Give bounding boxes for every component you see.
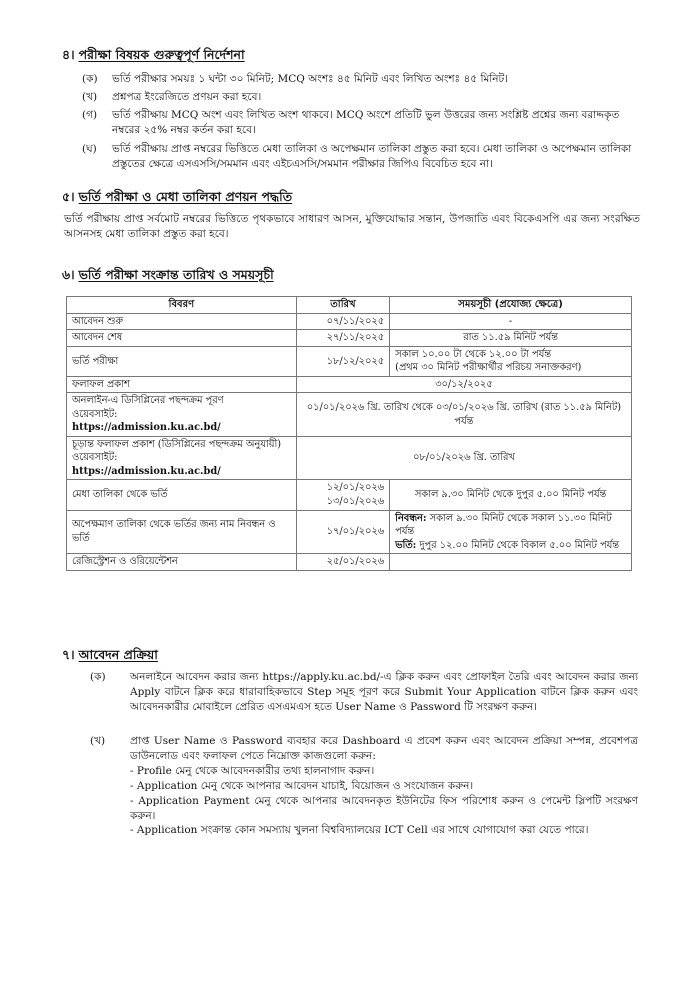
item-text: প্রশ্নপত্র ইংরেজিতে প্রণয়ন করা হবে। xyxy=(112,91,262,103)
registration-time xyxy=(395,512,626,539)
cell-description: রেজিস্ট্রেশন ও ওরিয়েন্টেশন xyxy=(67,554,297,571)
sec4-item-ka xyxy=(82,72,642,87)
sec4-item-gha xyxy=(82,142,642,172)
cell-description: আবেদন শুরু xyxy=(67,313,297,330)
cell-date: ২৭/১১/২০২৫ xyxy=(296,330,389,347)
time-line: সকাল ১০.০০ টা থেকে ১২.০০ টা পর্যন্ত xyxy=(395,348,551,360)
list-item: - Application মেনু থেকে আপনার আবেদন যাচাই, বিয়োজন ও সংযোজন করুন। xyxy=(130,779,474,792)
admission-time xyxy=(395,539,626,553)
cell-time: সকাল ৯.৩০ মিনিট থেকে দুপুর ৫.০০ মিনিট পর্যন্ত xyxy=(390,480,632,510)
sec5-paragraph: ভর্তি পরীক্ষায় প্রাপ্ত সর্বমোট নম্বরের ভিত্তিতে পৃথকভাবে সাধারণ আসন, মুক্তিযোদ্ধার সন্তান, উপজাতি এবং বিকেএসপি এর জন্য সংরক্ষিত আসনসহ মেধা তালিকা প্রস্তুত করা হবে। xyxy=(64,213,640,240)
item-label: (খ) xyxy=(90,735,106,747)
col-header-description: বিবরণ xyxy=(67,297,297,314)
cell-description xyxy=(67,393,297,437)
cell-time xyxy=(390,554,632,571)
table-row xyxy=(67,554,632,571)
section-title: পরীক্ষা বিষয়ক গুরুত্বপূর্ণ নির্দেশনা xyxy=(78,47,245,62)
list-item: - Application Payment মেনু থেকে আপনার আবেদনকৃত ইউনিটের ফিস পরিশোধ করুন ও পেমেন্ট স্লিপটি সংরক্ষণ করুন। xyxy=(130,794,638,822)
cell-description: ফলাফল প্রকাশ xyxy=(67,376,297,393)
section-title: আবেদন প্রক্রিয়া xyxy=(78,647,158,662)
section-7-heading xyxy=(62,646,158,664)
section-number: ৬। xyxy=(62,267,75,282)
cell-merged-schedule: ০৮/০১/২০২৬ খ্রি. তারিখ xyxy=(296,436,631,480)
admission-value: দুপুর ১২.০০ মিনিট থেকে বিকাল ৫.০০ মিনিট পর্যন্ত xyxy=(419,539,619,551)
cell-description: মেধা তালিকা থেকে ভর্তি xyxy=(67,480,297,510)
sec7-item-ka xyxy=(90,670,638,715)
registration-label: নিবন্ধন: xyxy=(395,512,427,524)
cell-description xyxy=(67,436,297,480)
description-text: চূড়ান্ত ফলাফল প্রকাশ (ডিসিপ্লিনের পছন্দক্রম অনুযায়ী) xyxy=(72,438,282,450)
table-row xyxy=(67,510,632,554)
cell-merged-schedule: ০১/০১/২০২৬ খ্রি. তারিখ থেকে ০৩/০১/২০২৬ খ্রি. তারিখ (রাত ১১.৫৯ মিনিট) পর্যন্ত xyxy=(296,393,631,437)
item-intro: প্রাপ্ত User Name ও Password ব্যবহার করে Dashboard এ প্রবেশ করুন এবং আবেদন প্রক্রিয়া সম্পন্ন, প্রবেশপত্র ডাউনলোড এবং ফলাফল পেতে নিম্নোক্ত কাজগুলো করুন: xyxy=(130,735,638,762)
time-note: (প্রথম ৩০ মিনিট পরীক্ষার্থীর পরিচয় সনাক্তকরণ) xyxy=(395,362,582,374)
item-label: (গ) xyxy=(82,109,98,121)
item-text: অনলাইনে আবেদন করার জন্য https://apply.ku.ac.bd/-এ ক্লিক করুন এবং প্রোফাইল তৈরি এবং আবেদন করার জন্য Apply বাটনে ক্লিক করে ধারাবাহিকভাবে Step সমূহ পূরণ করে Submit Your Application বাটনে ক্লিক করুন এবং আবেদনকারীর মোবাইলে প্রেরিত এসএমএস হতে User Name ও Password টি সংরক্ষণ করুন। xyxy=(130,671,638,713)
item-label: (ঘ) xyxy=(82,143,97,155)
table-row xyxy=(67,330,632,347)
table-row xyxy=(67,436,632,480)
section-6-heading xyxy=(62,266,274,284)
cell-merged-date: ৩০/১২/২০২৫ xyxy=(296,376,631,393)
website-label: ওয়েবসাইট: xyxy=(72,452,118,464)
table-row xyxy=(67,393,632,437)
item-label: (ক) xyxy=(82,73,98,85)
table-row xyxy=(67,480,632,510)
cell-time xyxy=(390,510,632,554)
table-row xyxy=(67,376,632,393)
date-line: ১২/০১/২০২৬ xyxy=(326,482,385,494)
cell-date: ১৮/১২/২০২৫ xyxy=(296,346,389,376)
section-number: ৫। xyxy=(62,189,75,204)
list-item: - Application সংক্রান্ত কোন সমস্যায় খুলনা বিশ্ববিদ্যালয়ের ICT Cell এর সাথে যোগাযোগ করা যেতে পারে। xyxy=(130,824,589,837)
col-header-time: সময়সূচী (প্রযোজ্য ক্ষেত্রে) xyxy=(390,297,632,314)
cell-date: ১৭/০১/২০২৬ xyxy=(296,510,389,554)
website-link[interactable]: https://admission.ku.ac.bd/ xyxy=(72,422,221,434)
item-text: ভর্তি পরীক্ষায় প্রাপ্ত নম্বরের ভিত্তিতে মেধা তালিকা ও অপেক্ষমান তালিকা প্রস্তুত করা হবে। মেধা তালিকা ও অপেক্ষমান তালিকা প্রস্তুতের ক্ষেত্রে এসএসসি/সমমান এবং এইচএসসি/সমমান পরীক্ষার জিপিএ বিবেচিত হবে না। xyxy=(112,143,632,170)
table-row xyxy=(67,313,632,330)
cell-date xyxy=(296,480,389,510)
cell-time: রাত ১১.৫৯ মিনিট পর্যন্ত xyxy=(390,330,632,347)
sec4-item-kha xyxy=(82,90,642,105)
table-row xyxy=(67,346,632,376)
section-5-heading xyxy=(62,188,292,206)
item-text xyxy=(130,734,638,838)
cell-time: - xyxy=(390,313,632,330)
table-header-row xyxy=(67,297,632,314)
schedule-table xyxy=(66,296,632,571)
admission-label: ভর্তি: xyxy=(395,539,417,551)
cell-description: অপেক্ষমাণ তালিকা থেকে ভর্তির জন্য নাম নিবন্ধন ও ভর্তি xyxy=(67,510,297,554)
section-title: ভর্তি পরীক্ষা সংক্রান্ত তারিখ ও সময়সূচী xyxy=(78,267,274,282)
cell-date: ২৫/০১/২০২৬ xyxy=(296,554,389,571)
item-label: (ক) xyxy=(90,671,106,683)
section-title: ভর্তি পরীক্ষা ও মেধা তালিকা প্রণয়ন পদ্ধতি xyxy=(78,189,293,204)
section-number: ৭। xyxy=(62,647,75,662)
cell-description: আবেদন শেষ xyxy=(67,330,297,347)
website-label: ওয়েবসাইট: xyxy=(72,408,118,420)
col-header-date: তারিখ xyxy=(296,297,389,314)
item-label: (খ) xyxy=(82,91,98,103)
sec7-item-kha xyxy=(90,734,638,838)
item-text: ভর্তি পরীক্ষায় MCQ অংশ এবং লিখিত অংশ থাকবে। MCQ অংশে প্রতিটি ভুল উত্তরের জন্য সংশ্লিষ্ট প্রশ্নের জন্য বরাদ্দকৃত নম্বরের ২৫% নম্বর কর্তন করা হবে। xyxy=(112,109,620,136)
section-4-heading xyxy=(62,46,245,64)
list-item: - Profile মেনু থেকে আবেদনকারীর তথ্য হালনাগাদ করুন। xyxy=(130,764,375,777)
website-link[interactable]: https://admission.ku.ac.bd/ xyxy=(72,465,221,477)
section-number: ৪। xyxy=(62,47,75,62)
cell-description: ভর্তি পরীক্ষা xyxy=(67,346,297,376)
cell-date: ০৭/১১/২০২৫ xyxy=(296,313,389,330)
date-line: ১৩/০১/২০২৬ xyxy=(326,495,385,507)
cell-time xyxy=(390,346,632,376)
item-text: ভর্তি পরীক্ষার সময়ঃ ১ ঘন্টা ৩০ মিনিট; MCQ অংশঃ ৪৫ মিনিট এবং লিখিত অংশঃ ৪৫ মিনিট। xyxy=(112,73,509,85)
sec4-item-ga xyxy=(82,108,642,138)
registration-value: সকাল ৯.৩০ মিনিট থেকে সকাল ১১.৩০ মিনিট পর্যন্ত xyxy=(395,512,612,538)
description-text: অনলাইন-এ ডিসিপ্লিনের পছন্দক্রম পূরণ xyxy=(72,395,224,407)
